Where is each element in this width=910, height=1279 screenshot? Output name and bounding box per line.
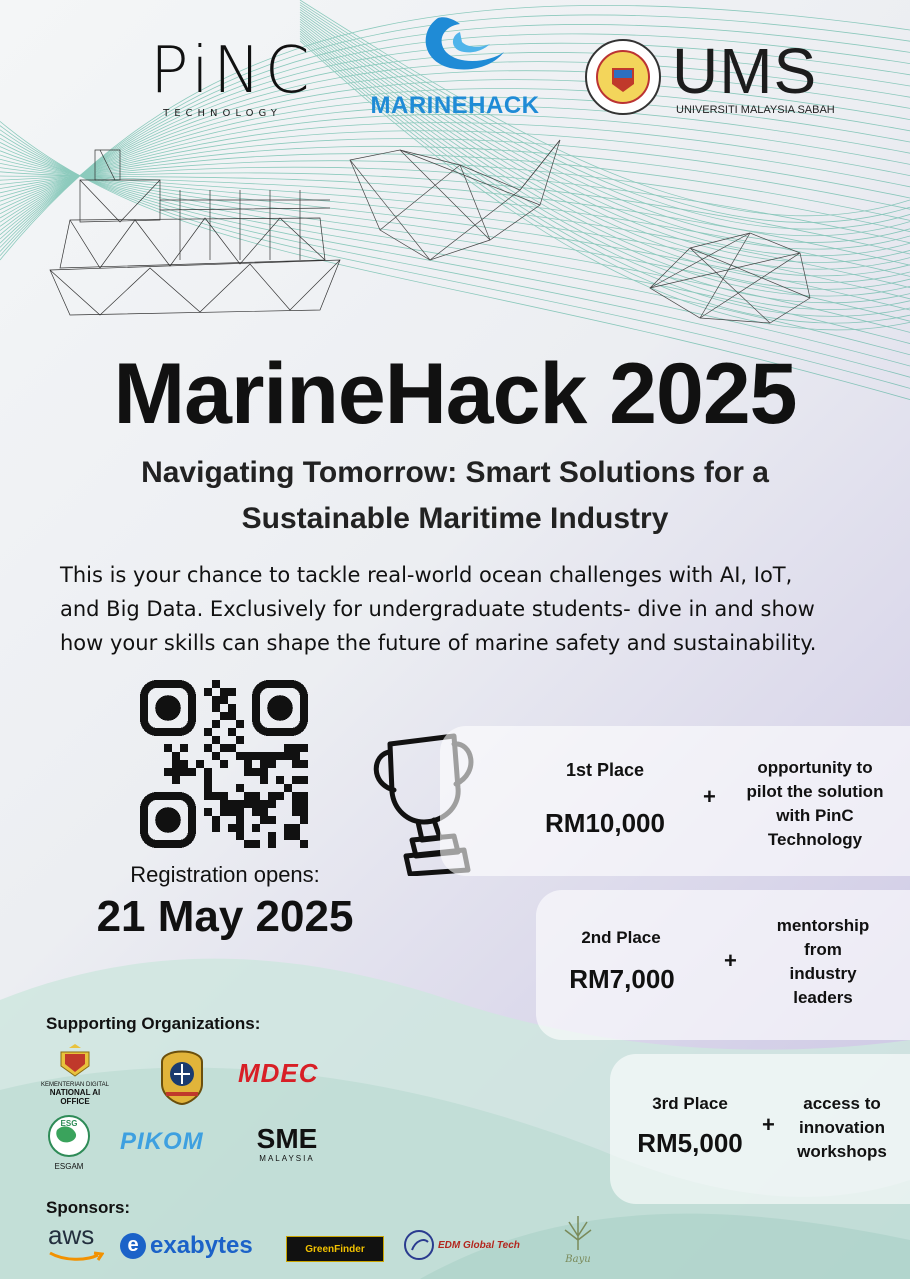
prize-perk [782,1092,902,1164]
prize-amount: RM10,000 [545,808,665,838]
sponsors-heading: Sponsors: [46,1198,131,1217]
edm-emblem-icon [402,1228,436,1262]
aws-text: aws [48,1220,95,1250]
prize-perk-line: pilot the solution [746,782,884,801]
subtitle-line: Sustainable Maritime Industry [241,502,669,535]
malaysia-crest-icon [55,1044,95,1078]
prize-amount: RM7,000 [569,964,675,994]
ums-subtitle: UNIVERSITI MALAYSIA SABAH [676,104,835,116]
ums-wordmark: UMS [672,35,818,107]
esgam-logo [44,1114,94,1171]
prize-card-second [536,890,910,1040]
sme-sub-text: MALAYSIA [259,1154,315,1163]
page-title: MarineHack 2025 [113,346,797,442]
prize-place: 3rd Place [652,1094,728,1113]
prize-perk-line: access to [803,1094,881,1113]
bayu-text: Bayu [565,1254,591,1265]
wireframe-whale-illustration [340,120,570,270]
plus-sign: + [762,1112,775,1137]
globe-icon [47,1114,91,1158]
prize-place: 2nd Place [581,928,661,947]
prize-perk-line: mentorship [776,916,870,935]
greenfinder-text: GreenFinder [305,1243,365,1255]
supporting-organizations-heading: Supporting Organizations: [46,1014,261,1033]
prize-perk-line: innovation [799,1118,885,1137]
exabytes-text: exabytes [150,1232,253,1259]
pinc-logo-subtitle: TECHNOLOGY [163,108,282,119]
prize-perk-line: opportunity to [757,758,873,777]
national-ai-office-logo [34,1044,116,1106]
prize-perk-line: workshops [797,1142,887,1161]
plus-sign: + [724,948,737,973]
bayu-logo [556,1214,600,1265]
prize-perk-line: industry [789,964,857,983]
registration-qr-code[interactable] [140,680,308,848]
prize-perk-line: with PinC [776,806,854,825]
nao-text: NATIONAL AI OFFICE [49,1088,101,1106]
ums-logo [584,35,835,118]
prize-amount: RM5,000 [637,1128,743,1158]
aws-smile-icon [48,1251,104,1263]
description-line: and Big Data. Exclusively for undergraduate students- dive in and show [60,597,815,621]
pikom-logo: PIKOM [120,1128,204,1155]
subtitle-line: Navigating Tomorrow: Smart Solutions for a [141,456,769,489]
aws-logo [48,1222,104,1267]
esgam-text: ESGAM [54,1162,84,1171]
marinehack-wordmark: MARINEHACK [370,92,540,119]
nao-ministry-text: KEMENTERIAN DIGITAL [41,1082,109,1088]
prize-perk-line: Technology [767,830,863,849]
wireframe-ship-illustration [40,140,360,330]
plus-sign: + [703,784,716,809]
prize-card-first [440,726,910,876]
registration-label: Registration opens: [130,862,320,887]
description-line: how your skills can shape the future of marine safety and sustainability. [60,631,817,655]
page-subtitle [40,450,870,542]
marinehack-logo [360,10,550,120]
exabytes-logo [120,1232,253,1260]
prize-perk-line: from [804,940,842,959]
description [60,558,880,660]
esg-label: ESG [60,1119,78,1128]
prize-perk [730,756,900,852]
ums-crest-icon [584,38,662,116]
exabytes-e-icon: e [120,1233,146,1259]
description-line: This is your chance to tackle real-world ocean challenges with AI, IoT, [60,563,793,587]
greenfinder-logo [286,1236,384,1262]
prize-perk [748,914,898,1010]
sme-malaysia-logo [252,1124,322,1163]
marine-police-crest-icon [158,1044,206,1106]
wave-icon [400,10,510,86]
edm-global-tech-logo [402,1228,520,1262]
edm-text: EDM Global Tech [438,1239,520,1251]
sme-text: SME [256,1123,318,1154]
wireframe-turtle-illustration [640,218,820,328]
tree-icon [561,1214,595,1250]
mdec-logo: MDEC [238,1058,319,1088]
registration-date: 21 May 2025 [96,892,354,941]
prize-card-third [610,1054,910,1204]
pinc-logo-mark: PiNC [150,34,314,108]
prize-place: 1st Place [565,760,645,780]
pinc-technology-logo [150,34,314,119]
prize-perk-line: leaders [793,988,853,1007]
